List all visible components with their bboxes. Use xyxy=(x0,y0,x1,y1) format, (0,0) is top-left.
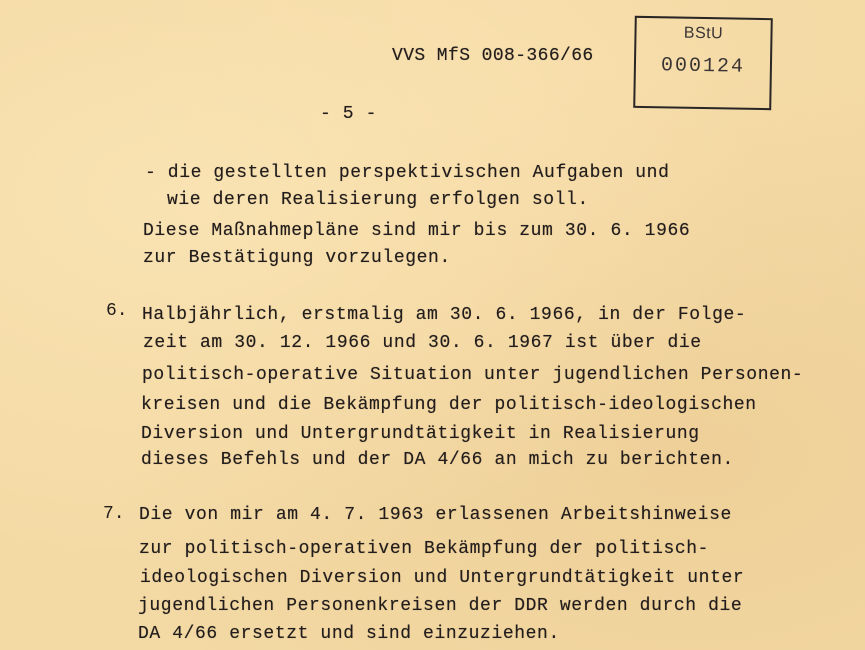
page-number: - 5 - xyxy=(320,104,378,124)
document-reference: VVS MfS 008-366/66 xyxy=(392,46,594,66)
archive-stamp xyxy=(633,16,773,110)
point-7-line: zur politisch-operativen Bekämpfung der politisch- xyxy=(139,539,710,559)
point-6-line: politisch-operative Situation unter jugendlichen Personen- xyxy=(142,365,804,385)
stamp-title: BStU xyxy=(683,24,724,43)
intro-line: - die gestellten perspektivischen Aufgaben und xyxy=(145,163,670,183)
point-6-line: Diversion und Untergrundtätigkeit in Realisierung xyxy=(141,424,700,444)
intro-line: zur Bestätigung vorzulegen. xyxy=(143,248,451,268)
intro-line: wie deren Realisierung erfolgen soll. xyxy=(167,190,589,210)
point-6-marker: 6. xyxy=(106,301,128,321)
point-6-line: kreisen und die Bekämpfung der politisch-ideologischen xyxy=(141,395,757,415)
point-7-line: ideologischen Diversion und Untergrundtätigkeit unter xyxy=(140,568,745,588)
intro-line: Diese Maßnahmepläne sind mir bis zum 30. 6. 1966 xyxy=(143,221,691,241)
point-7-marker: 7. xyxy=(103,504,125,524)
point-6-line: Halbjährlich, erstmalig am 30. 6. 1966, in der Folge- xyxy=(142,305,747,325)
point-7-line: Die von mir am 4. 7. 1963 erlassenen Arbeitshinweise xyxy=(139,505,732,525)
point-7-line: DA 4/66 ersetzt und sind einzuziehen. xyxy=(138,624,560,644)
point-6-line: dieses Befehls und der DA 4/66 an mich zu berichten. xyxy=(141,450,734,470)
stamp-number: 000124 xyxy=(660,54,746,79)
point-6-line: zeit am 30. 12. 1966 und 30. 6. 1967 ist über die xyxy=(143,333,702,353)
point-7-line: jugendlichen Personenkreisen der DDR werden durch die xyxy=(138,596,743,616)
